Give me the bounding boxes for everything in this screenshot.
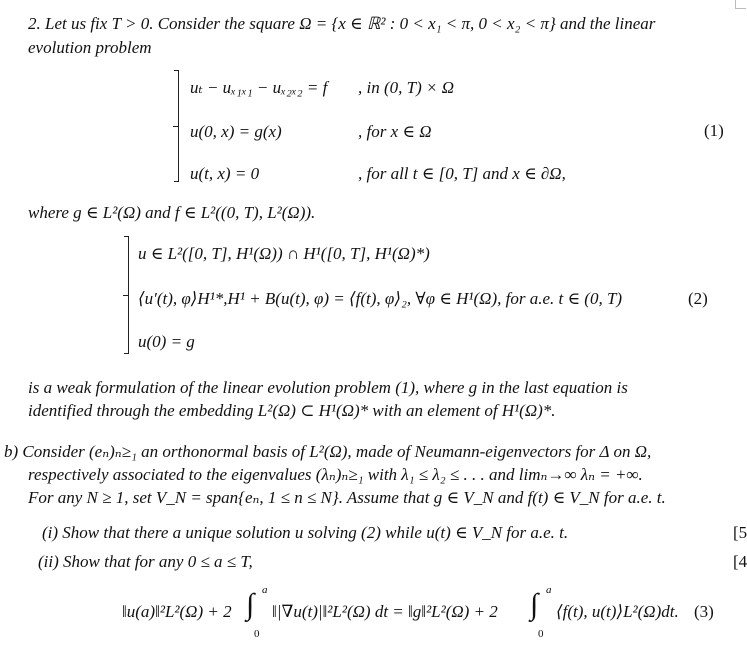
part-b-item-i-margin-points: [5 (733, 523, 747, 542)
part-b-line1: b) Consider (eₙ)ₙ≥₁ an orthonormal basis of L²(Ω), made of Neumann-eigenvectors for Δ on Ω, (4, 442, 652, 461)
system2-row1: u ∈ L²([0, T], H¹(Ω)) ∩ H¹([0, T], H¹(Ω)*) (138, 244, 430, 263)
part-b-item-i: (i) Show that there a unique solution u solving (2) while u(t) ∈ V_N for a.e. t. (42, 523, 569, 542)
system1-row1-rhs: , in (0, T) × Ω (358, 78, 455, 97)
system1-row2-lhs: u(0, x) = g(x) (190, 122, 282, 141)
system1-row1-lhs: uₜ − uₓ₁ₓ₁ − uₓ₂ₓ₂ = f (190, 78, 328, 97)
equation3-integrand2: ⟨f(t), u(t)⟩L²(Ω)dt. (556, 602, 679, 621)
system1-brace (178, 70, 179, 182)
page-corner-mark (735, 0, 746, 9)
integral-sign-1: ∫ (246, 588, 255, 621)
system1-brace-tick (173, 126, 178, 127)
integral1-upper-limit: a (262, 584, 268, 596)
system1-row3-lhs: u(t, x) = 0 (190, 164, 260, 183)
where-line: where g ∈ L²(Ω) and f ∈ L²((0, T), L²(Ω)). (28, 203, 316, 222)
problem-intro-line1: 2. Let us fix T > 0. Consider the square Ω = {x ∈ ℝ² : 0 < x₁ < π, 0 < x₂ < π} and the linear (28, 14, 656, 33)
weak-formulation-line2: identified through the embedding L²(Ω) ⊂ H¹(Ω)* with an element of H¹(Ω)*. (28, 401, 556, 420)
weak-formulation-line1: is a weak formulation of the linear evolution problem (1), where g in the last equation is (28, 378, 628, 397)
system2-row2: ⟨u′(t), φ⟩H¹*,H¹ + B(u(t), φ) = ⟨f(t), φ⟩₂, ∀φ ∈ H¹(Ω), for a.e. t ∈ (0, T) (138, 289, 623, 308)
problem-intro-line2: evolution problem (28, 38, 152, 57)
part-b-item-ii-margin-points: [4 (733, 552, 747, 571)
system2-row3: u(0) = g (138, 332, 195, 351)
integral1-lower-limit: 0 (254, 628, 260, 640)
equation-number-1: (1) (704, 121, 724, 140)
integral2-upper-limit: a (546, 584, 552, 596)
system1-row3-rhs: , for all t ∈ [0, T] and x ∈ ∂Ω, (358, 164, 566, 183)
system2-brace-tick (123, 295, 128, 296)
part-b-item-ii: (ii) Show that for any 0 ≤ a ≤ T, (38, 552, 253, 571)
integral-sign-2: ∫ (530, 588, 539, 621)
system1-row2-rhs: , for x ∈ Ω (358, 122, 432, 141)
equation3-lhs: ‖u(a)‖²L²(Ω) + 2 (122, 602, 232, 621)
equation-number-2: (2) (688, 289, 708, 308)
system2-brace (128, 236, 129, 354)
equation3-integrand1: ‖|∇u(t)|‖²L²(Ω) dt = ‖g‖²L²(Ω) + 2 (272, 602, 498, 621)
part-b-line2: respectively associated to the eigenvalues (λₙ)ₙ≥₁ with λ₁ ≤ λ₂ ≤ . . . and limₙ→∞ λₙ = +∞. (28, 465, 643, 484)
integral2-lower-limit: 0 (538, 628, 544, 640)
part-b-line3: For any N ≥ 1, set V_N = span{eₙ, 1 ≤ n ≤ N}. Assume that g ∈ V_N and f(t) ∈ V_N for a.e. t. (28, 488, 666, 507)
equation-number-3: (3) (694, 602, 714, 621)
